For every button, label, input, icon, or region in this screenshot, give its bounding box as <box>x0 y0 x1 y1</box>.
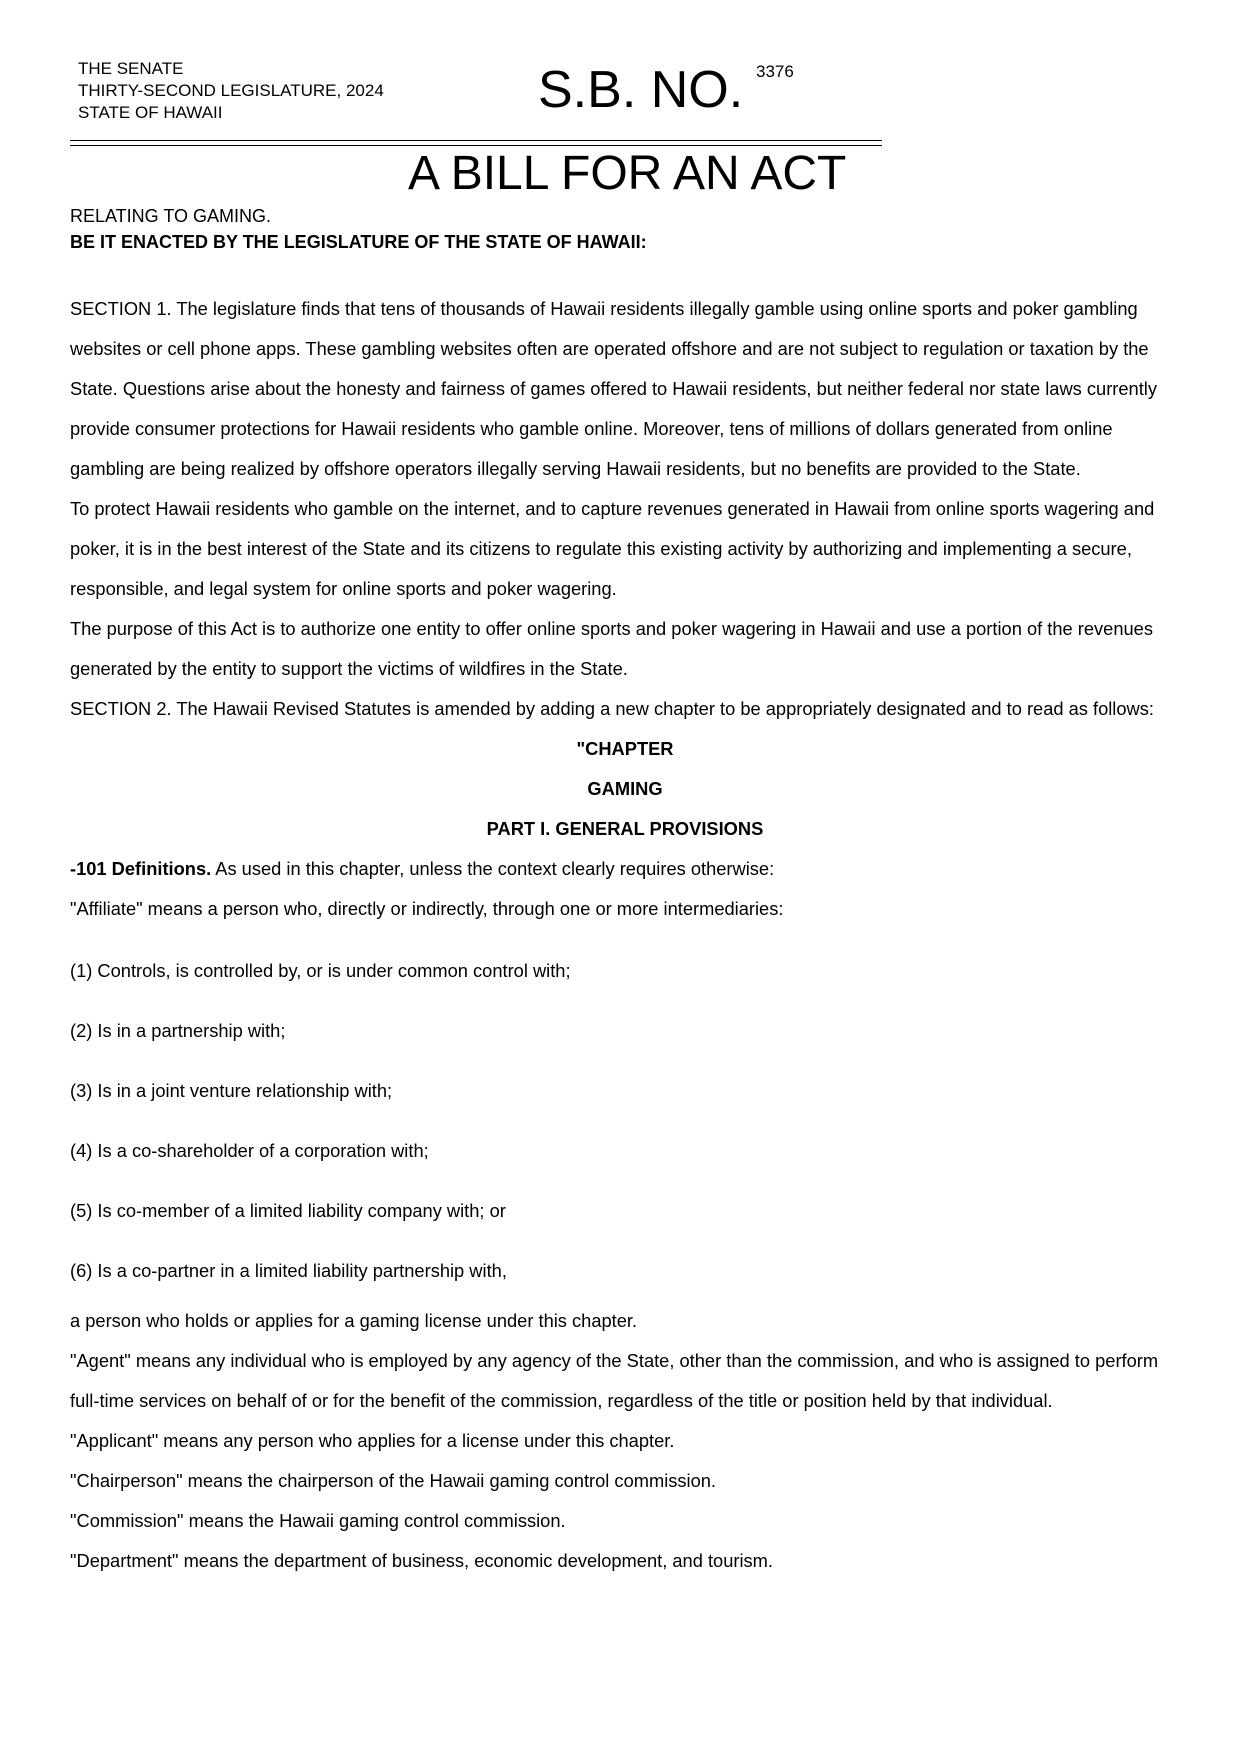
list-item: (4) Is a co-shareholder of a corporation with; <box>70 1140 429 1161</box>
bill-number: 3376 <box>756 62 794 81</box>
legislature-label: THIRTY-SECOND LEGISLATURE, 2024 <box>78 81 384 100</box>
list-item: (6) Is a co-partner in a limited liability partnership with, <box>70 1260 507 1281</box>
list-item: (3) Is in a joint venture relationship with; <box>70 1080 393 1101</box>
protect-paragraph: To protect Hawaii residents who gamble on the internet, and to capture revenues generated in Hawaii from online sports wagering and poker, it is in the best interest of the State and its citizens to regulate this existing activity by authorizing and implementing a secure, responsible, and legal system for online sports and poker wagering. <box>70 498 1155 599</box>
part-heading: PART I. GENERAL PROVISIONS <box>486 818 764 839</box>
affiliate-tail: a person who holds or applies for a gaming license under this chapter. <box>70 1310 638 1331</box>
list-item: (2) Is in a partnership with; <box>70 1020 286 1041</box>
department-definition: "Department" means the department of business, economic development, and tourism. <box>70 1550 773 1571</box>
definitions-intro: As used in this chapter, unless the context clearly requires otherwise: <box>211 858 775 879</box>
sb-number-label: S.B. NO. <box>538 61 744 119</box>
list-item: (5) Is co-member of a limited liability company with; or <box>70 1200 506 1221</box>
definitions-paragraph <box>70 849 1180 889</box>
section-2-paragraph: SECTION 2. The Hawaii Revised Statutes is amended by adding a new chapter to be appropriately designated and to read as follows: <box>70 698 1154 719</box>
chapter-title: GAMING <box>587 778 663 799</box>
state-label: STATE OF HAWAII <box>78 103 223 122</box>
applicant-definition: "Applicant" means any person who applies for a license under this chapter. <box>70 1430 675 1451</box>
agent-definition: "Agent" means any individual who is employed by any agency of the State, other than the commission, and who is assigned to perform full-time services on behalf of or for the benefit of the commission, regardless of the title or position held by that individual. <box>70 1350 1159 1411</box>
affiliate-list <box>70 941 1180 1301</box>
legislature-header <box>78 58 384 124</box>
section-1-paragraph: SECTION 1. The legislature finds that tens of thousands of Hawaii residents illegally gamble using online sports and poker gambling websites or cell phone apps. These gambling websites often are operated offshore and are not subject to regulation or taxation by the State. Questions arise about the honesty and fairness of games offered to Hawaii residents, but neither federal nor state laws currently provide consumer protections for Hawaii residents who gamble online. Moreover, tens of millions of dollars generated from online gambling are being realized by offshore operators illegally serving Hawaii residents, but no benefits are provided to the State. <box>70 298 1157 479</box>
senate-label: THE SENATE <box>78 59 184 78</box>
commission-definition: "Commission" means the Hawaii gaming control commission. <box>70 1510 566 1531</box>
chairperson-definition: "Chairperson" means the chairperson of the Hawaii gaming control commission. <box>70 1470 717 1491</box>
purpose-paragraph: The purpose of this Act is to authorize one entity to offer online sports and poker wagering in Hawaii and use a portion of the revenues generated by the entity to support the victims of wildfires in the State. <box>70 618 1153 679</box>
relating-clause: RELATING TO GAMING. <box>70 206 272 226</box>
bill-body <box>70 289 1180 1581</box>
affiliate-definition: "Affiliate" means a person who, directly or indirectly, through one or more intermediaries: <box>70 898 784 919</box>
header-rule-top <box>70 140 882 141</box>
chapter-heading: "CHAPTER <box>576 738 674 759</box>
list-item: (1) Controls, is controlled by, or is under common control with; <box>70 960 571 981</box>
definitions-section-label: -101 Definitions. <box>70 858 212 879</box>
enacting-clause: BE IT ENACTED BY THE LEGISLATURE OF THE STATE OF HAWAII: <box>70 232 647 252</box>
bill-title: A BILL FOR AN ACT <box>408 147 847 200</box>
